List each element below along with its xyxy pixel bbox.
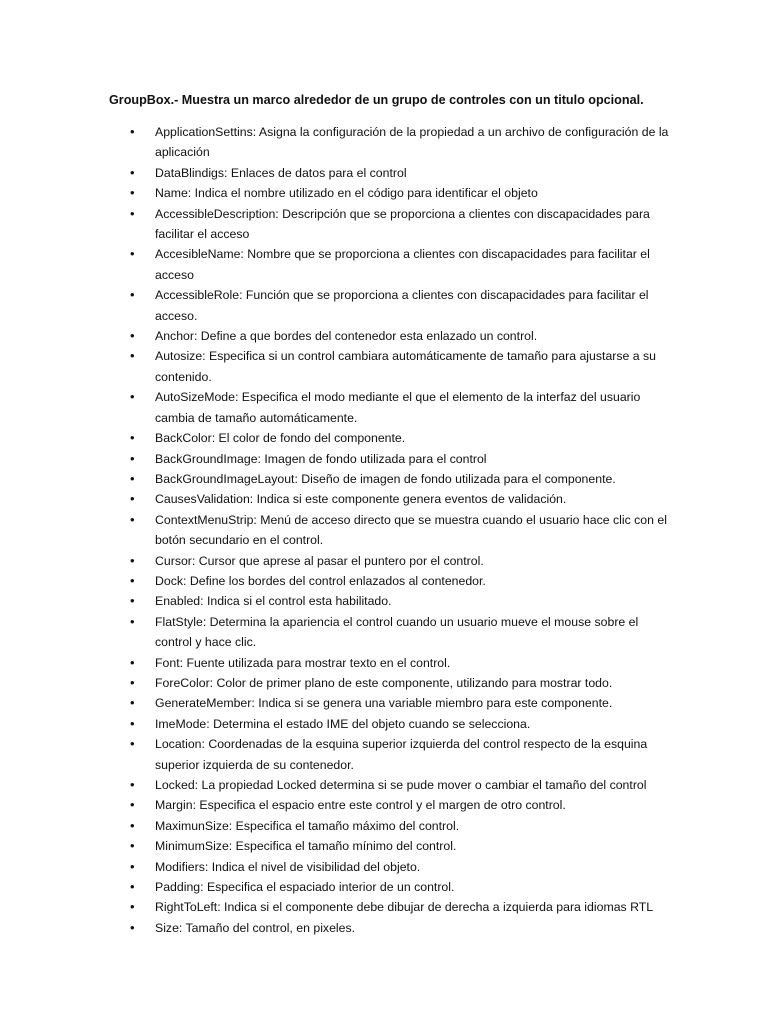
list-item: [0, 877, 675, 897]
list-item-text: Location: Coordenadas de la esquina superior izquierda del control respecto de la esquina superior izquierda de su contenedor.: [155, 737, 648, 772]
property-list: [0, 122, 768, 938]
list-item-text: BackGroundImage: Imagen de fondo utilizada para el control: [155, 451, 487, 466]
list-item: [0, 510, 675, 551]
list-item: [0, 285, 675, 326]
list-item-text: Anchor: Define a que bordes del contenedor esta enlazado un control.: [155, 329, 538, 344]
bullet-icon: •: [130, 470, 135, 486]
list-item-text: GenerateMember: Indica si se genera una variable miembro para este componente.: [155, 696, 613, 711]
list-item: [0, 204, 675, 245]
list-item-text: Font: Fuente utilizada para mostrar texto en el control.: [155, 655, 451, 670]
list-item-text: Autosize: Especifica si un control cambiara automáticamente de tamaño para ajustarse a su contenido.: [155, 349, 657, 384]
bullet-icon: •: [130, 572, 135, 588]
list-item: [0, 816, 675, 836]
bullet-icon: •: [130, 797, 135, 813]
bullet-icon: •: [130, 715, 135, 731]
list-item-text: Cursor: Cursor que aprese al pasar el puntero por el control.: [155, 553, 484, 568]
list-item-text: DataBlindigs: Enlaces de datos para el control: [155, 165, 407, 180]
list-item-text: RightToLeft: Indica si el componente debe dibujar de derecha a izquierda para idiomas RTL: [155, 900, 654, 915]
list-item-text: ImeMode: Determina el estado IME del objeto cuando se selecciona.: [155, 716, 531, 731]
bullet-icon: •: [130, 817, 135, 833]
list-item: [0, 387, 675, 428]
bullet-icon: •: [130, 838, 135, 854]
bullet-icon: •: [130, 205, 135, 221]
bullet-icon: •: [130, 124, 135, 139]
list-item: [0, 734, 675, 775]
bullet-icon: •: [130, 674, 135, 690]
list-item: [0, 918, 675, 938]
list-item: [0, 653, 675, 673]
list-item: [0, 449, 675, 469]
bullet-icon: •: [130, 389, 135, 405]
bullet-icon: •: [130, 736, 135, 752]
bullet-icon: •: [130, 695, 135, 711]
bullet-icon: •: [130, 164, 135, 180]
list-item-text: Locked: La propiedad Locked determina si se pude mover o cambiar el tamaño del control: [155, 778, 647, 792]
bullet-icon: •: [130, 450, 135, 466]
bullet-icon: •: [130, 879, 135, 895]
list-item-text: ContextMenuStrip: Menú de acceso directo que se muestra cuando el usuario hace clic con el botón secundario en el control.: [155, 512, 667, 548]
page-heading: GroupBox.- Muestra un marco alrededor de un grupo de controles con un titulo opcional.: [109, 93, 644, 107]
list-item-text: BackGroundImageLayout: Diseño de imagen de fondo utilizada para el componente.: [155, 471, 616, 486]
bullet-icon: •: [130, 552, 135, 568]
list-item: [0, 795, 675, 815]
list-item-text: AccesibleName: Nombre que se proporciona a clientes con discapacidades para facilitar el acceso: [155, 247, 650, 282]
list-item: [0, 612, 675, 653]
list-item: [0, 836, 675, 856]
bullet-icon: •: [130, 613, 135, 629]
bullet-icon: •: [130, 858, 135, 874]
list-item: [0, 775, 675, 795]
list-item-text: Modifiers: Indica el nivel de visibilidad del objeto.: [155, 859, 421, 874]
list-item-text: ApplicationSettins: Asigna la configuración de la propiedad a un archivo de configuración de la aplicación: [155, 125, 669, 160]
bullet-icon: •: [130, 511, 135, 527]
list-item-text: Enabled: Indica si el control esta habilitado.: [155, 594, 392, 609]
list-item: [0, 591, 675, 611]
bullet-icon: •: [130, 919, 135, 935]
list-item-text: FlatStyle: Determina la apariencia el control cuando un usuario mueve el mouse sobre el control y hace clic.: [155, 614, 639, 650]
list-item-text: Dock: Define los bordes del control enlazados al contenedor.: [155, 573, 486, 588]
bullet-icon: •: [130, 777, 135, 792]
list-item: [0, 714, 675, 734]
list-item: [0, 897, 675, 917]
list-item: [0, 183, 675, 203]
list-item-text: CausesValidation: Indica si este componente genera eventos de validación.: [155, 492, 567, 507]
bullet-icon: •: [130, 593, 135, 609]
list-item-text: ForeColor: Color de primer plano de este componente, utilizando para mostrar todo.: [155, 675, 613, 690]
list-item-text: Name: Indica el nombre utilizado en el código para identificar el objeto: [155, 186, 538, 201]
list-item: [0, 571, 675, 591]
bullet-icon: •: [130, 328, 135, 344]
bullet-icon: •: [130, 246, 135, 262]
bullet-icon: •: [130, 491, 135, 507]
list-item: [0, 489, 675, 509]
list-item: [0, 693, 675, 713]
list-item: [0, 326, 675, 346]
bullet-icon: •: [130, 348, 135, 364]
list-item-text: AutoSizeMode: Especifica el modo mediante el que el elemento de la interfaz del usuario cambia de tamaño automáticamente.: [155, 390, 641, 425]
bullet-icon: •: [130, 185, 135, 201]
list-item: [0, 673, 675, 693]
bullet-icon: •: [130, 899, 135, 915]
list-item: [0, 469, 675, 489]
list-item-text: Padding: Especifica el espaciado interior de un control.: [155, 880, 455, 895]
list-item-text: AccessibleDescription: Descripción que se proporciona a clientes con discapacidades para facilitar el acceso: [155, 206, 650, 242]
list-item-text: BackColor: El color de fondo del componente.: [155, 431, 406, 446]
list-item-text: Margin: Especifica el espacio entre este control y el margen de otro control.: [155, 798, 566, 813]
list-item-text: MaximunSize: Especifica el tamaño máximo del control.: [155, 818, 460, 833]
list-item: [0, 857, 675, 877]
bullet-icon: •: [130, 654, 135, 670]
list-item: [0, 163, 675, 183]
list-item: [0, 428, 675, 448]
list-item: [0, 346, 675, 387]
list-item-text: AccessibleRole: Función que se proporciona a clientes con discapacidades para facilitar el acceso.: [155, 288, 649, 323]
bullet-icon: •: [130, 287, 135, 303]
list-item-text: Size: Tamaño del control, en pixeles.: [155, 920, 356, 935]
list-item: [0, 122, 675, 163]
list-item: [0, 244, 675, 285]
bullet-icon: •: [130, 430, 135, 446]
list-item-text: MinimumSize: Especifica el tamaño mínimo del control.: [155, 839, 457, 854]
list-item: [0, 551, 675, 571]
